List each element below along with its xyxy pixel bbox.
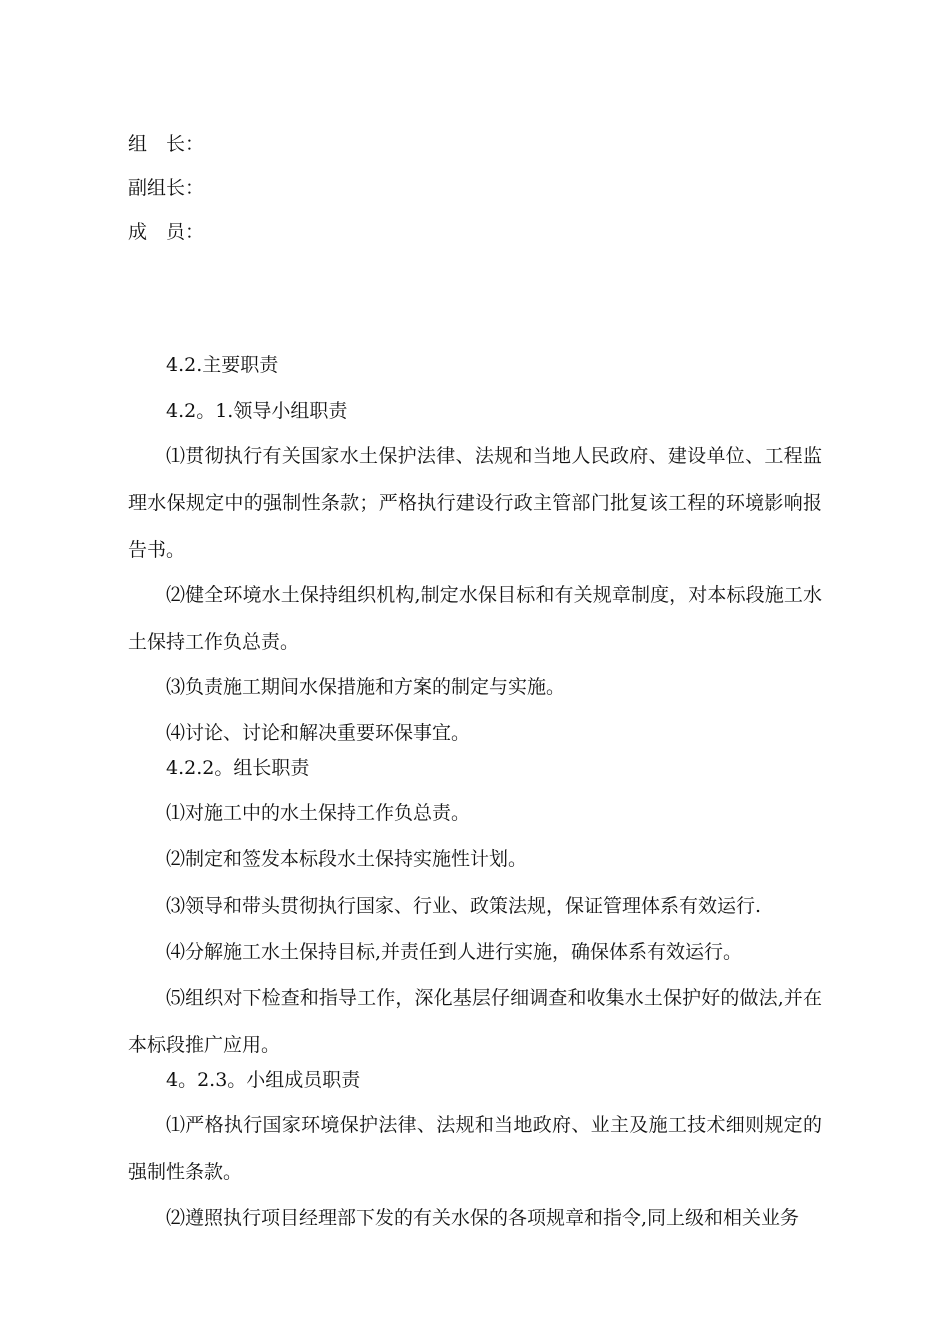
paragraph-4-2-2-item-1: ⑴对施工中的水土保持工作负总责。 [166,802,471,824]
paragraph-4-2-1-item-1: ⑴贯彻执行有关国家水土保护法律、法规和当地人民政府、建设单位、工程监理水保规定中的强制性条款；严格执行建设行政主管部门批复该工程的环境影响报告书。 [128,445,822,561]
paragraph-4-2-2-item-3: ⑶领导和带头贯彻执行国家、行业、政策法规，保证管理体系有效运行. [166,895,762,917]
subsection-heading-4-2-3: 4。2.3。小组成员职责 [166,1069,361,1091]
paragraph-4-2-2-item-2: ⑵制定和签发本标段水土保持实施性计划。 [166,848,528,870]
paragraph-4-2-3-item-2: ⑵遵照执行项目经理部下发的有关水保的各项规章和指令,同上级和相关业务 [166,1207,800,1229]
paragraph-4-2-3-item-1: ⑴严格执行国家环境保护法律、法规和当地政府、业主及施工技术细则规定的强制性条款。 [128,1114,822,1183]
paragraph-4-2-1-item-4: ⑷讨论、讨论和解决重要环保事宜。 [166,722,471,744]
section-heading-4-2: 4.2.主要职责 [166,354,279,376]
roster-members: 成 员： [128,221,205,243]
subsection-heading-4-2-2: 4.2.2。组长职责 [166,757,310,779]
paragraph-4-2-1-item-3: ⑶负责施工期间水保措施和方案的制定与实施。 [166,676,566,698]
roster-leader: 组 长： [128,133,205,155]
subsection-heading-4-2-1: 4.2。1.领导小组职责 [166,400,348,422]
paragraph-4-2-2-item-4: ⑷分解施工水土保持目标,并责任到人进行实施，确保体系有效运行。 [166,941,743,963]
roster-deputy-leader: 副组长： [128,177,205,199]
paragraph-4-2-2-item-5: ⑸组织对下检查和指导工作，深化基层仔细调查和收集水土保护好的做法,并在本标段推广应用。 [128,987,822,1056]
paragraph-4-2-1-item-2: ⑵健全环境水土保持组织机构,制定水保目标和有关规章制度，对本标段施工水土保持工作负总责。 [128,584,822,653]
